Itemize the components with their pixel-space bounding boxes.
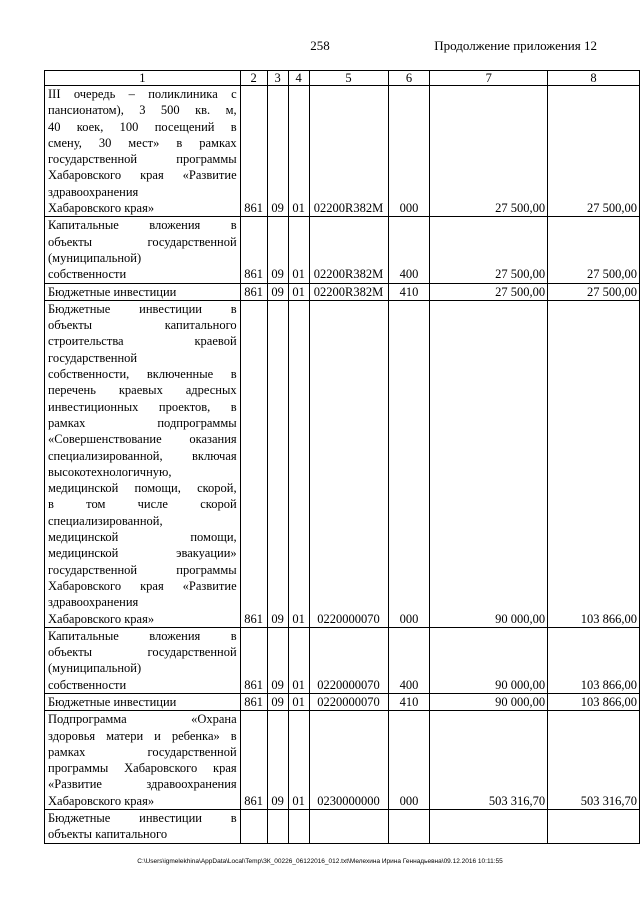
table-row <box>45 300 640 627</box>
description-line: 40 коек, 100 посещений в <box>48 119 237 134</box>
code-expense-type-cell: 000 <box>388 711 430 810</box>
code-target-article-cell: 0220000070 <box>309 693 388 710</box>
code-ministry-cell: 861 <box>240 300 267 627</box>
description-line: перечень краевых адресных <box>48 383 237 398</box>
description-line: государственной программы <box>48 152 237 167</box>
column-header-row <box>45 71 640 86</box>
code-target-article-cell: 02200R382M <box>309 86 388 217</box>
code-subsection-cell: 01 <box>288 86 309 217</box>
code-section-cell: 09 <box>267 283 288 300</box>
document-footer-path: C:\Users\igmelekhina\AppData\Local\Temp\ЗК_00226_06122016_012.txt\Мелехина Ирина Геннадьевна\09.12.2016 10:11:55 <box>137 858 503 865</box>
description-line: Хабаровского края» <box>48 793 155 808</box>
row-description <box>45 86 241 217</box>
description-line: рамках подпрограммы <box>48 415 237 430</box>
description-line: Бюджетные инвестиции в <box>48 301 237 316</box>
table-row <box>45 711 640 810</box>
code-expense-type-cell: 000 <box>388 86 430 217</box>
column-header: 1 <box>45 71 241 86</box>
description-line: Хабаровского края» <box>48 611 155 626</box>
code-expense-type-cell: 400 <box>388 217 430 283</box>
amount-2018-cell: 27 500,00 <box>548 283 640 300</box>
code-expense-type-cell: 400 <box>388 627 430 693</box>
code-ministry-cell: 861 <box>240 217 267 283</box>
code-section-cell: 09 <box>267 627 288 693</box>
row-description <box>45 693 241 710</box>
description-line: объекты капитального <box>48 827 168 842</box>
column-header: 8 <box>548 71 640 86</box>
amount-2017-cell <box>430 810 548 844</box>
description-line: медицинской помощи, скорой, <box>48 481 237 496</box>
code-ministry-cell: 861 <box>240 86 267 217</box>
row-description <box>45 283 241 300</box>
description-line: государственной программы <box>48 562 237 577</box>
column-header: 5 <box>309 71 388 86</box>
code-ministry-cell: 861 <box>240 627 267 693</box>
description-line: медицинской эвакуации» <box>48 546 237 561</box>
code-target-article-cell: 0220000070 <box>309 300 388 627</box>
row-description <box>45 217 241 283</box>
code-subsection-cell <box>288 810 309 844</box>
description-line: собственности, включенные в <box>48 367 237 382</box>
amount-2018-cell: 503 316,70 <box>548 711 640 810</box>
code-subsection-cell: 01 <box>288 283 309 300</box>
description-line: здравоохранения <box>48 595 139 610</box>
description-line: специализированной, <box>48 513 163 528</box>
column-header: 3 <box>267 71 288 86</box>
description-line: Бюджетные инвестиции <box>48 284 177 299</box>
code-expense-type-cell: 410 <box>388 693 430 710</box>
code-subsection-cell: 01 <box>288 711 309 810</box>
table-row <box>45 627 640 693</box>
code-expense-type-cell: 000 <box>388 300 430 627</box>
description-line: смену, 30 мест» в рамках <box>48 135 237 150</box>
code-ministry-cell: 861 <box>240 693 267 710</box>
description-line: Капитальные вложения в <box>48 218 237 233</box>
description-line: собственности <box>48 677 127 692</box>
description-line: здравоохранения <box>48 184 139 199</box>
code-target-article-cell <box>309 810 388 844</box>
code-ministry-cell: 861 <box>240 283 267 300</box>
description-line: специализированной, включая <box>48 448 237 463</box>
code-target-article-cell: 0230000000 <box>309 711 388 810</box>
amount-2018-cell: 27 500,00 <box>548 217 640 283</box>
code-target-article-cell: 0220000070 <box>309 627 388 693</box>
description-line: рамках государственной <box>48 744 237 759</box>
column-header: 6 <box>388 71 430 86</box>
description-line: высокотехнологичную, <box>48 464 172 479</box>
row-description <box>45 810 241 844</box>
description-line: «Совершенствование оказания <box>48 432 237 447</box>
table-row <box>45 86 640 217</box>
description-line: (муниципальной) <box>48 661 142 676</box>
table-row <box>45 283 640 300</box>
code-section-cell: 09 <box>267 217 288 283</box>
code-ministry-cell: 861 <box>240 711 267 810</box>
amount-2017-cell: 27 500,00 <box>430 217 548 283</box>
description-line: Хабаровского края «Развитие <box>48 578 237 593</box>
description-line: (муниципальной) <box>48 250 142 265</box>
column-header: 2 <box>240 71 267 86</box>
description-line: Бюджетные инвестиции в <box>48 811 237 826</box>
table-row <box>45 693 640 710</box>
amount-2017-cell: 27 500,00 <box>430 86 548 217</box>
amount-2017-cell: 90 000,00 <box>430 627 548 693</box>
amount-2017-cell: 90 000,00 <box>430 300 548 627</box>
description-line: Подпрограмма «Охрана <box>48 712 237 727</box>
description-line: объекты капитального <box>48 318 237 333</box>
description-line: «Развитие здравоохранения <box>48 777 237 792</box>
amount-2018-cell: 103 866,00 <box>548 693 640 710</box>
amount-2017-cell: 27 500,00 <box>430 283 548 300</box>
description-line: в том числе скорой <box>48 497 237 512</box>
code-section-cell: 09 <box>267 693 288 710</box>
description-line: Бюджетные инвестиции <box>48 694 177 709</box>
row-description <box>45 711 241 810</box>
amount-2018-cell: 103 866,00 <box>548 627 640 693</box>
code-expense-type-cell <box>388 810 430 844</box>
code-section-cell: 09 <box>267 300 288 627</box>
column-header: 4 <box>288 71 309 86</box>
description-line: объекты государственной <box>48 645 237 660</box>
budget-table <box>44 70 640 844</box>
description-line: Хабаровского края» <box>48 201 155 216</box>
code-subsection-cell: 01 <box>288 300 309 627</box>
description-line: пансионатом), 3 500 кв. м, <box>48 103 237 118</box>
code-subsection-cell: 01 <box>288 217 309 283</box>
code-target-article-cell: 02200R382M <box>309 217 388 283</box>
code-subsection-cell: 01 <box>288 693 309 710</box>
description-line: объекты государственной <box>48 234 237 249</box>
amount-2018-cell <box>548 810 640 844</box>
code-ministry-cell <box>240 810 267 844</box>
description-line: медицинской помощи, <box>48 530 237 545</box>
description-line: инвестиционных проектов, в <box>48 399 237 414</box>
amount-2018-cell: 27 500,00 <box>548 86 640 217</box>
appendix-continuation-label: Продолжение приложения 12 <box>434 38 597 53</box>
code-subsection-cell: 01 <box>288 627 309 693</box>
table-row <box>45 810 640 844</box>
description-line: Капитальные вложения в <box>48 628 237 643</box>
amount-2017-cell: 90 000,00 <box>430 693 548 710</box>
row-description <box>45 300 241 627</box>
page-number: 258 <box>310 38 330 53</box>
description-line: программы Хабаровского края <box>48 761 237 776</box>
code-section-cell: 09 <box>267 711 288 810</box>
code-expense-type-cell: 410 <box>388 283 430 300</box>
description-line: III очередь – поликлиника с <box>48 87 237 101</box>
row-description <box>45 627 241 693</box>
description-line: здоровья матери и ребенка» в <box>48 728 237 743</box>
code-section-cell: 09 <box>267 86 288 217</box>
description-line: строительства краевой <box>48 334 237 349</box>
description-line: собственности <box>48 267 127 282</box>
code-target-article-cell: 02200R382M <box>309 283 388 300</box>
amount-2018-cell: 103 866,00 <box>548 300 640 627</box>
column-header: 7 <box>430 71 548 86</box>
code-section-cell <box>267 810 288 844</box>
amount-2017-cell: 503 316,70 <box>430 711 548 810</box>
description-line: государственной <box>48 350 138 365</box>
table-row <box>45 217 640 283</box>
description-line: Хабаровского края «Развитие <box>48 168 237 183</box>
